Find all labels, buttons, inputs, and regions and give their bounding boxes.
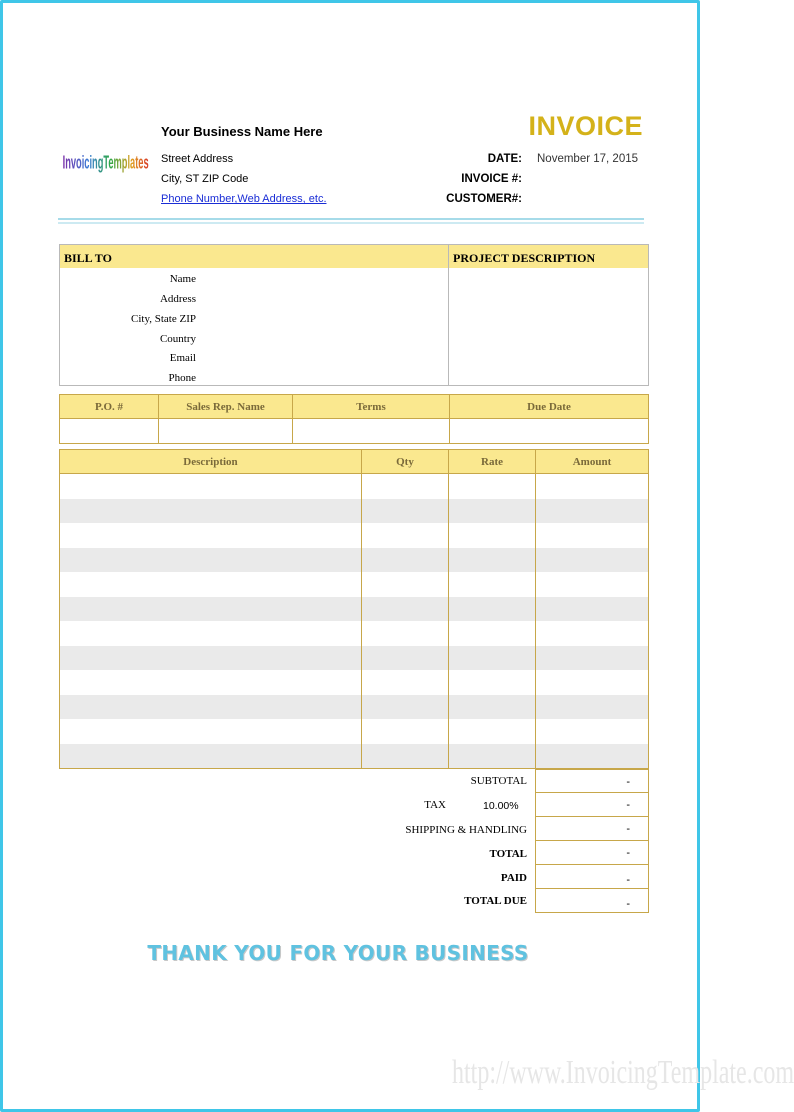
bill-to-city-label: City, State ZIP — [131, 313, 196, 325]
subtotal-value: - — [535, 769, 649, 793]
header-divider-light — [58, 222, 644, 224]
table-row[interactable] — [60, 474, 648, 499]
shipping-value[interactable]: - — [535, 817, 649, 841]
watermark-url: http://www.InvoicingTemplate.com — [452, 1055, 794, 1092]
table-row[interactable] — [60, 646, 648, 671]
company-logo — [62, 146, 154, 180]
po-number-header: P.O. # — [60, 395, 158, 419]
rate-header: Rate — [449, 450, 535, 474]
business-name[interactable]: Your Business Name Here — [161, 124, 323, 139]
qty-header: Qty — [362, 450, 448, 474]
terms-header: Terms — [293, 395, 449, 419]
bill-to-phone-label: Phone — [168, 372, 196, 384]
table-row[interactable] — [60, 719, 648, 744]
po-number-cell[interactable] — [60, 419, 158, 443]
tax-value: - — [535, 793, 649, 817]
project-description-heading: PROJECT DESCRIPTION — [449, 245, 648, 268]
table-row[interactable] — [60, 695, 648, 720]
business-street[interactable]: Street Address — [161, 153, 234, 165]
due-date-header: Due Date — [450, 395, 648, 419]
business-city[interactable]: City, ST ZIP Code — [161, 173, 249, 185]
invoice-title: INVOICE — [528, 111, 643, 141]
total-label: TOTAL — [489, 848, 527, 860]
tax-rate[interactable]: 10.00% — [483, 800, 519, 812]
sales-rep-cell[interactable] — [159, 419, 292, 443]
line-items-table — [59, 449, 649, 769]
table-row[interactable] — [60, 548, 648, 573]
paid-label: PAID — [500, 872, 527, 884]
date-label: DATE: — [487, 153, 522, 165]
table-row[interactable] — [60, 523, 648, 548]
shipping-label: SHIPPING & HANDLING — [405, 824, 527, 836]
column-divider — [535, 450, 536, 768]
table-row[interactable] — [60, 670, 648, 695]
order-info-table — [59, 394, 649, 444]
amount-header: Amount — [536, 450, 648, 474]
column-divider — [448, 450, 449, 768]
total-due-label: TOTAL DUE — [464, 895, 527, 907]
paid-value[interactable]: - — [535, 865, 649, 889]
tax-label: TAX — [424, 799, 446, 811]
invoice-number-label: INVOICE #: — [461, 173, 522, 185]
column-divider — [361, 450, 362, 768]
terms-cell[interactable] — [293, 419, 449, 443]
bill-to-heading: BILL TO — [60, 245, 448, 268]
po-divider — [449, 395, 450, 443]
thank-you-message: THANK YOU FOR YOUR BUSINESS — [147, 941, 529, 965]
due-date-cell[interactable] — [450, 419, 648, 443]
subtotal-label: SUBTOTAL — [470, 775, 527, 787]
bill-to-country-label: Country — [159, 333, 196, 345]
description-header: Description — [60, 450, 361, 474]
table-row[interactable] — [60, 621, 648, 646]
total-due-value: - — [535, 889, 649, 913]
table-row[interactable] — [60, 499, 648, 524]
customer-number-label: CUSTOMER#: — [446, 193, 522, 205]
bill-to-address-label: Address — [159, 293, 196, 305]
business-contact-link[interactable]: Phone Number,Web Address, etc. — [161, 193, 327, 205]
date-value[interactable]: November 17, 2015 — [537, 153, 639, 165]
total-value: - — [535, 841, 649, 865]
header-divider — [58, 218, 644, 220]
bill-to-name-label: Name — [169, 273, 196, 285]
svg-text:InvoicingTemplates: InvoicingTemplates — [62, 153, 149, 174]
po-divider — [158, 395, 159, 443]
sales-rep-header: Sales Rep. Name — [159, 395, 292, 419]
table-row[interactable] — [60, 597, 648, 622]
bill-divider — [448, 245, 449, 385]
table-row[interactable] — [60, 744, 648, 769]
table-row[interactable] — [60, 572, 648, 597]
bill-to-email-label: Email — [169, 352, 196, 364]
po-divider — [292, 395, 293, 443]
